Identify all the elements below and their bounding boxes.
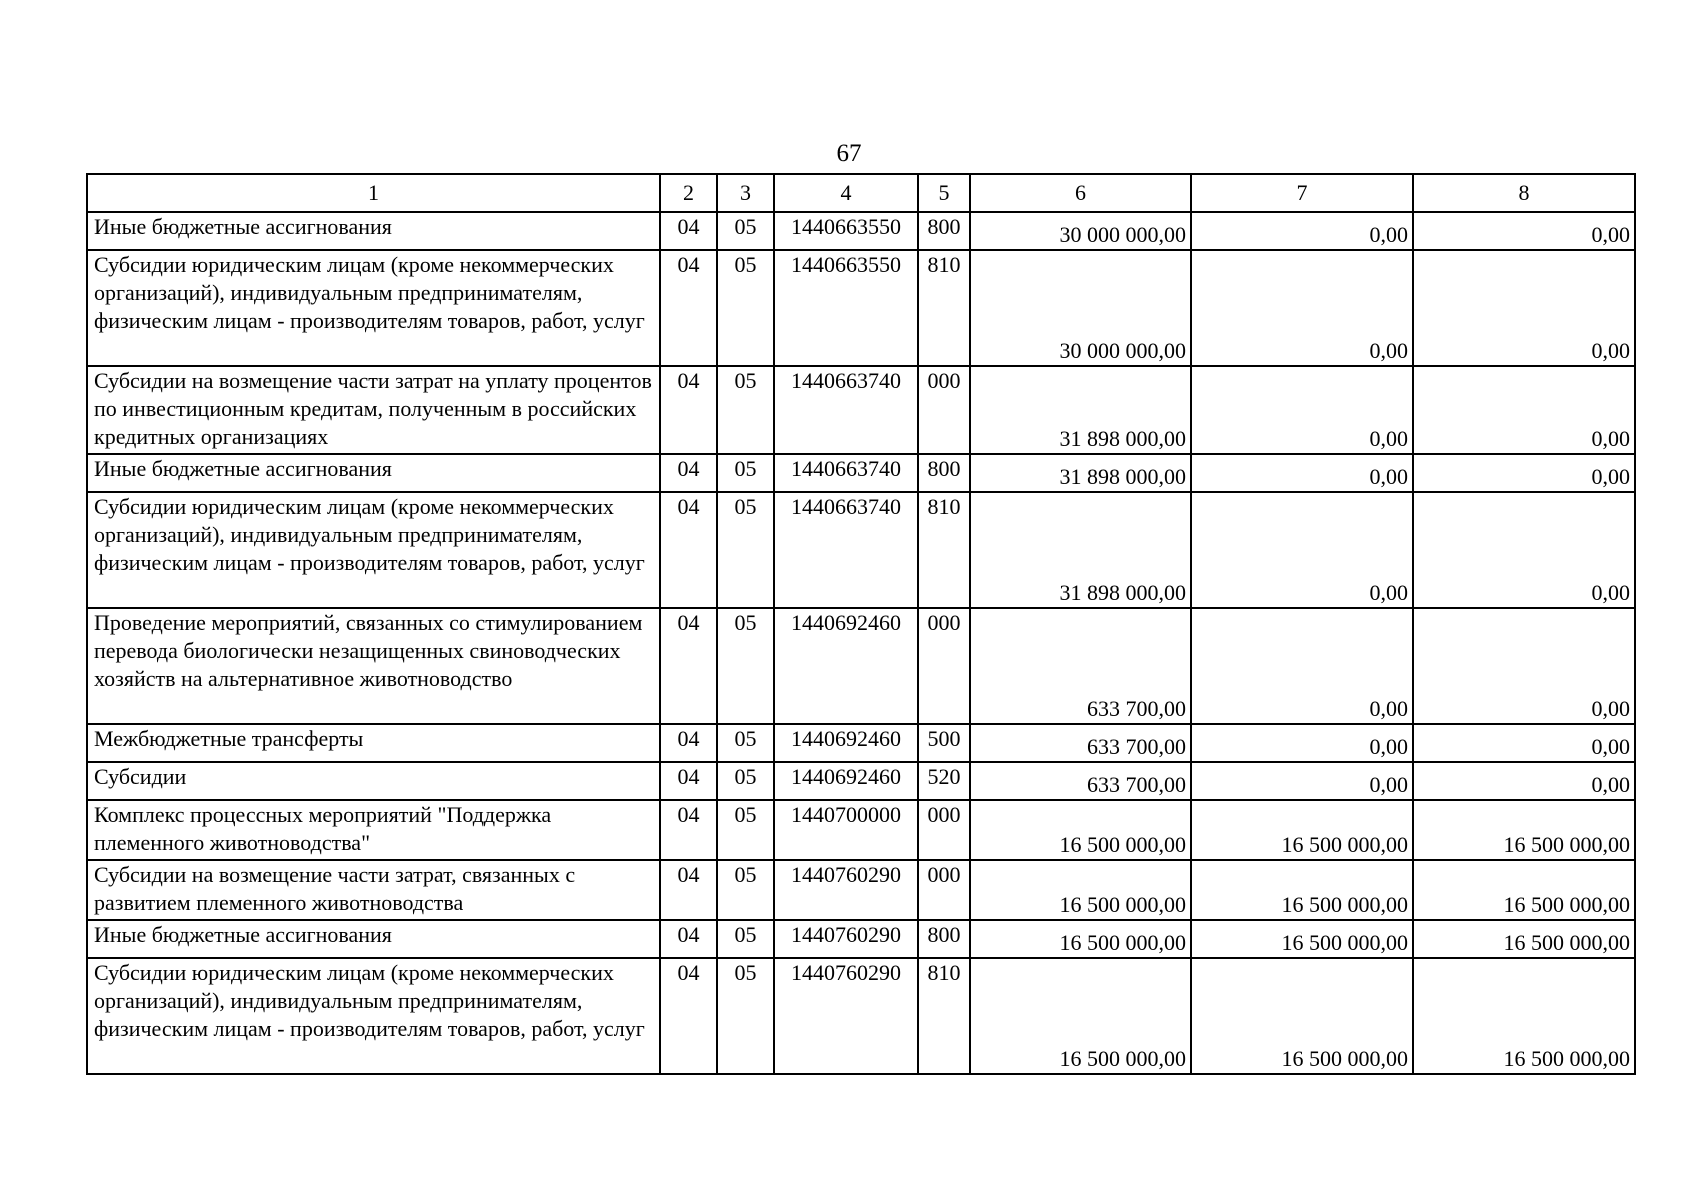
row-amount-8: 0,00 — [1413, 492, 1635, 608]
row-name: Субсидии на возмещение части затрат, связанных с развитием племенного животноводства — [87, 860, 660, 920]
row-subsection: 05 — [717, 800, 774, 860]
row-amount-7: 0,00 — [1191, 608, 1413, 724]
table-row — [87, 860, 1635, 920]
row-name: Субсидии на возмещение части затрат на уплату процентов по инвестиционным кредитам, полученным в российских кредитных организациях — [87, 366, 660, 454]
row-amount-6: 16 500 000,00 — [970, 920, 1191, 958]
row-amount-8: 0,00 — [1413, 250, 1635, 366]
row-amount-6: 16 500 000,00 — [970, 800, 1191, 860]
row-target-code: 1440692460 — [774, 724, 918, 762]
row-target-code: 1440700000 — [774, 800, 918, 860]
row-expense-type: 000 — [918, 800, 970, 860]
row-name: Субсидии юридическим лицам (кроме некоммерческих организаций), индивидуальным предпринимателям, физическим лицам - производителям товаров, работ, услуг — [87, 250, 660, 366]
row-subsection: 05 — [717, 454, 774, 492]
row-subsection: 05 — [717, 366, 774, 454]
table-row — [87, 454, 1635, 492]
row-amount-6: 31 898 000,00 — [970, 492, 1191, 608]
row-section: 04 — [660, 860, 717, 920]
row-section: 04 — [660, 724, 717, 762]
row-expense-type: 810 — [918, 958, 970, 1074]
row-name: Иные бюджетные ассигнования — [87, 920, 660, 958]
header-cell: 4 — [774, 174, 918, 212]
row-target-code: 1440760290 — [774, 920, 918, 958]
table-row — [87, 212, 1635, 250]
row-target-code: 1440663740 — [774, 366, 918, 454]
row-target-code: 1440692460 — [774, 608, 918, 724]
header-cell: 1 — [87, 174, 660, 212]
row-amount-7: 16 500 000,00 — [1191, 860, 1413, 920]
row-section: 04 — [660, 958, 717, 1074]
row-amount-8: 0,00 — [1413, 212, 1635, 250]
row-amount-7: 0,00 — [1191, 492, 1413, 608]
table-row — [87, 608, 1635, 724]
row-amount-8: 0,00 — [1413, 762, 1635, 800]
row-name: Проведение мероприятий, связанных со стимулированием перевода биологически незащищенных свиноводческих хозяйств на альтернативное животноводство — [87, 608, 660, 724]
row-subsection: 05 — [717, 724, 774, 762]
table-row — [87, 250, 1635, 366]
row-amount-8: 0,00 — [1413, 608, 1635, 724]
row-name: Субсидии юридическим лицам (кроме некоммерческих организаций), индивидуальным предпринимателям, физическим лицам - производителям товаров, работ, услуг — [87, 492, 660, 608]
row-section: 04 — [660, 212, 717, 250]
row-target-code: 1440760290 — [774, 958, 918, 1074]
row-section: 04 — [660, 492, 717, 608]
row-amount-6: 31 898 000,00 — [970, 454, 1191, 492]
row-section: 04 — [660, 250, 717, 366]
row-amount-8: 16 500 000,00 — [1413, 860, 1635, 920]
row-name: Иные бюджетные ассигнования — [87, 212, 660, 250]
header-cell: 3 — [717, 174, 774, 212]
table-row — [87, 492, 1635, 608]
row-target-code: 1440663740 — [774, 492, 918, 608]
row-amount-6: 16 500 000,00 — [970, 958, 1191, 1074]
row-section: 04 — [660, 608, 717, 724]
row-target-code: 1440663550 — [774, 250, 918, 366]
row-section: 04 — [660, 762, 717, 800]
row-amount-7: 0,00 — [1191, 212, 1413, 250]
row-name: Субсидии — [87, 762, 660, 800]
row-amount-6: 31 898 000,00 — [970, 366, 1191, 454]
row-subsection: 05 — [717, 492, 774, 608]
row-target-code: 1440760290 — [774, 860, 918, 920]
row-expense-type: 000 — [918, 366, 970, 454]
row-amount-8: 0,00 — [1413, 454, 1635, 492]
header-cell: 8 — [1413, 174, 1635, 212]
row-amount-7: 16 500 000,00 — [1191, 920, 1413, 958]
row-amount-8: 16 500 000,00 — [1413, 958, 1635, 1074]
row-expense-type: 520 — [918, 762, 970, 800]
row-expense-type: 800 — [918, 212, 970, 250]
header-cell: 5 — [918, 174, 970, 212]
row-section: 04 — [660, 800, 717, 860]
row-amount-6: 633 700,00 — [970, 724, 1191, 762]
row-name: Комплекс процессных мероприятий "Поддержка племенного животноводства" — [87, 800, 660, 860]
row-target-code: 1440692460 — [774, 762, 918, 800]
row-amount-6: 30 000 000,00 — [970, 250, 1191, 366]
table-row — [87, 762, 1635, 800]
row-expense-type: 500 — [918, 724, 970, 762]
budget-table — [86, 173, 1636, 1075]
row-amount-7: 16 500 000,00 — [1191, 958, 1413, 1074]
row-amount-6: 633 700,00 — [970, 762, 1191, 800]
table-row — [87, 366, 1635, 454]
row-name: Иные бюджетные ассигнования — [87, 454, 660, 492]
row-amount-8: 16 500 000,00 — [1413, 920, 1635, 958]
row-amount-7: 0,00 — [1191, 250, 1413, 366]
table-row — [87, 800, 1635, 860]
row-section: 04 — [660, 454, 717, 492]
row-subsection: 05 — [717, 250, 774, 366]
header-cell: 2 — [660, 174, 717, 212]
row-amount-8: 16 500 000,00 — [1413, 800, 1635, 860]
page-number: 67 — [836, 140, 862, 167]
row-subsection: 05 — [717, 860, 774, 920]
row-subsection: 05 — [717, 608, 774, 724]
row-expense-type: 800 — [918, 920, 970, 958]
row-amount-7: 0,00 — [1191, 724, 1413, 762]
header-cell: 7 — [1191, 174, 1413, 212]
row-amount-7: 0,00 — [1191, 366, 1413, 454]
row-subsection: 05 — [717, 762, 774, 800]
row-subsection: 05 — [717, 212, 774, 250]
row-subsection: 05 — [717, 920, 774, 958]
row-target-code: 1440663550 — [774, 212, 918, 250]
table-row — [87, 724, 1635, 762]
row-amount-6: 16 500 000,00 — [970, 860, 1191, 920]
row-amount-7: 0,00 — [1191, 762, 1413, 800]
row-expense-type: 810 — [918, 492, 970, 608]
row-name: Межбюджетные трансферты — [87, 724, 660, 762]
row-amount-6: 30 000 000,00 — [970, 212, 1191, 250]
table-row — [87, 958, 1635, 1074]
row-amount-8: 0,00 — [1413, 366, 1635, 454]
row-subsection: 05 — [717, 958, 774, 1074]
row-amount-7: 16 500 000,00 — [1191, 800, 1413, 860]
row-amount-7: 0,00 — [1191, 454, 1413, 492]
row-expense-type: 000 — [918, 860, 970, 920]
table-row — [87, 920, 1635, 958]
row-target-code: 1440663740 — [774, 454, 918, 492]
row-section: 04 — [660, 920, 717, 958]
row-expense-type: 000 — [918, 608, 970, 724]
row-expense-type: 810 — [918, 250, 970, 366]
row-expense-type: 800 — [918, 454, 970, 492]
header-row — [87, 174, 1635, 212]
row-section: 04 — [660, 366, 717, 454]
row-amount-8: 0,00 — [1413, 724, 1635, 762]
row-amount-6: 633 700,00 — [970, 608, 1191, 724]
row-name: Субсидии юридическим лицам (кроме некоммерческих организаций), индивидуальным предпринимателям, физическим лицам - производителям товаров, работ, услуг — [87, 958, 660, 1074]
header-cell: 6 — [970, 174, 1191, 212]
